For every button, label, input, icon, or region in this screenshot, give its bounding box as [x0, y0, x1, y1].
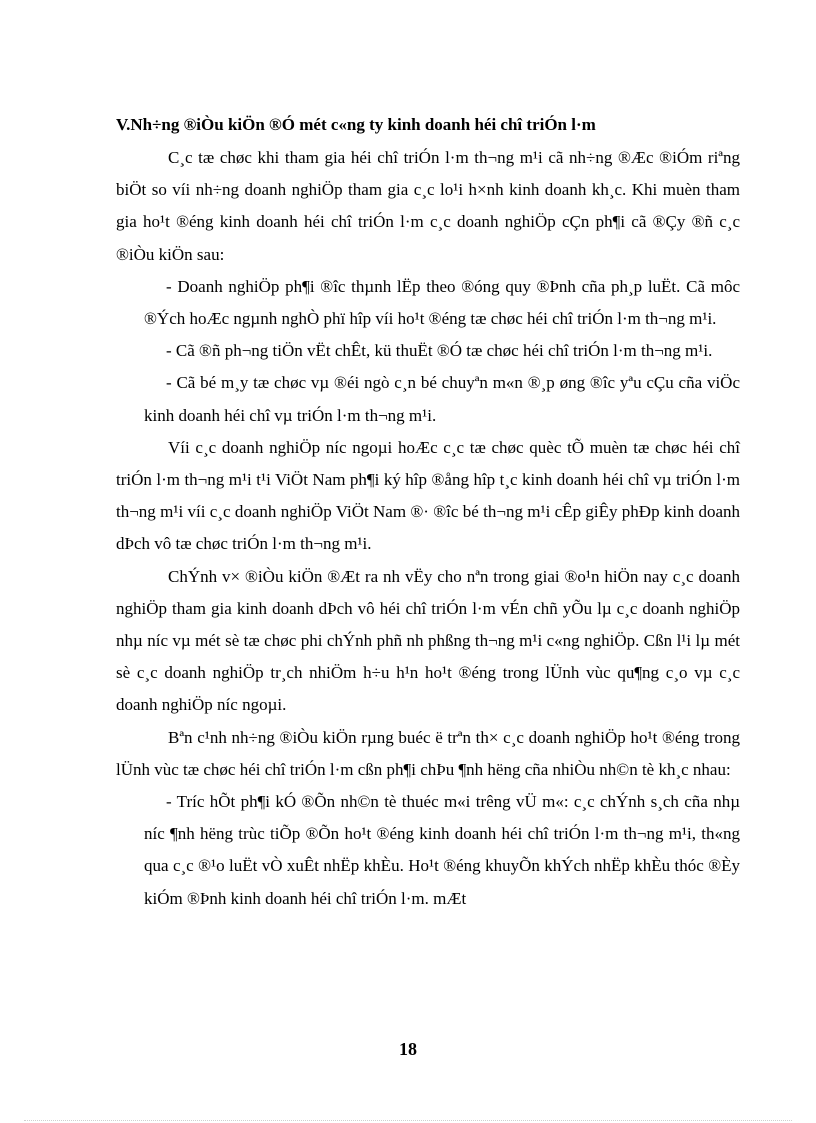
page-number: 18	[399, 1039, 417, 1059]
bullet-item: - Doanh nghiÖp ph¶i ®îc thµnh lËp theo ®óng quy ®Þnh cña ph¸p luËt. Cã môc ®Ých hoÆc ngµnh nghÒ phï hîp víi ho¹t ®éng tæ chøc héi chî triÓn l·m th¬ng m¹i.	[144, 276, 740, 329]
page-bottom-divider	[24, 1120, 792, 1121]
bullet-item: - Cã bé m¸y tæ chøc vµ ®éi ngò c¸n bé chuyªn m«n ®¸p øng ®îc yªu cÇu cña viÖc kinh doanh héi chî vµ triÓn l·m th¬ng m¹i.	[144, 373, 740, 425]
bullet-item: - Cã ®ñ ph¬ng tiÖn vËt chÊt, kü thuËt ®Ó tæ chøc héi chî triÓn l·m th¬ng m¹i.	[166, 341, 713, 361]
bullet-item: - Tríc hÕt ph¶i kÓ ®Õn nh©n tè thuéc m«i trêng vÜ m«: c¸c chÝnh s¸ch cña nhµ níc ¶nh hëng trùc tiÕp ®Õn ho¹t ®éng kinh doanh héi chî triÓn l·m th¬ng m¹i, th«ng qua c¸c ®¹o luËt vÒ xuÊt nhËp khÈu. Ho¹t ®éng khuyÕn khÝch nhËp khÈu thóc ®Èy kiÓm ®Þnh kinh doanh héi chî triÓn l·m. mÆt	[144, 792, 740, 908]
body-paragraph: Bªn c¹nh nh÷ng ®iÒu kiÖn rµng buéc ë trªn th× c¸c doanh nghiÖp ho¹t ®éng trong lÜnh vùc tæ chøc héi chî triÓn l·m cßn ph¶i chÞu ¶nh hëng cña nhiÒu nh©n tè kh¸c nhau:	[116, 727, 740, 779]
body-paragraph: ChÝnh v× ®iÒu kiÖn ®Æt ra nh vËy cho nªn trong giai ®o¹n hiÖn nay c¸c doanh nghiÖp tham gia kinh doanh dÞch vô héi chî triÓn l·m vÉn chñ yÕu lµ c¸c doanh nghiÖp nhµ níc vµ mét sè tæ chøc phi chÝnh phñ nh phßng th¬ng m¹i c«ng nghiÖp. Cßn l¹i lµ mét sè c¸c doanh nghiÖp tr¸ch nhiÖm h÷u h¹n ho¹t ®éng trong lÜnh vùc qu¶ng c¸o vµ c¸c doanh nghiÖp níc ngoµi.	[116, 566, 740, 715]
body-paragraph: C¸c tæ chøc khi tham gia héi chî triÓn l·m th¬ng m¹i cã nh÷ng ®Æc ®iÓm riªng biÖt so víi nh÷ng doanh nghiÖp tham gia c¸c lo¹i h×nh kinh doanh kh¸c. Khi muèn tham gia ho¹t ®éng kinh doanh héi chî triÓn l·m c¸c doanh nghiÖp cÇn ph¶i cã ®Çy ®ñ c¸c ®iÒu kiÖn sau:	[116, 148, 740, 264]
paragraph-list	[116, 142, 740, 915]
document-body	[116, 108, 740, 915]
body-paragraph: Víi c¸c doanh nghiÖp níc ngoµi hoÆc c¸c tæ chøc quèc tÕ muèn tæ chøc héi chî triÓn l·m th¬ng m¹i t¹i ViÖt Nam ph¶i ký hîp ®ång hîp t¸c kinh doanh héi chî vµ triÓn l·m th¬ng m¹i víi c¸c doanh nghiÖp ViÖt Nam ®· ®îc bé th¬ng m¹i cÊp giÊy phÐp kinh doanh dÞch vô tæ chøc triÓn l·m th¬ng m¹i.	[116, 437, 740, 554]
section-heading: V.Nh÷ng ®iÒu kiÖn ®Ó mét c«ng ty kinh doanh héi chî triÓn l·m	[116, 115, 596, 134]
